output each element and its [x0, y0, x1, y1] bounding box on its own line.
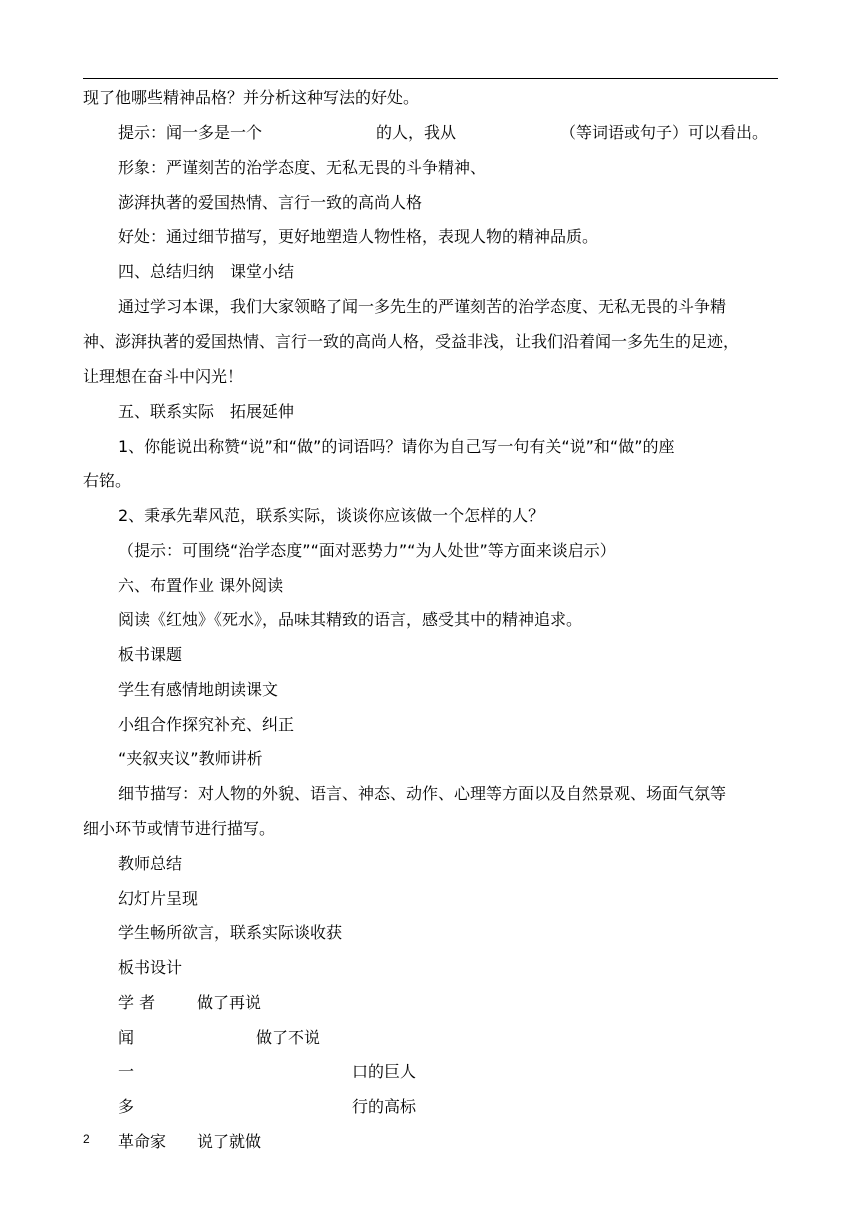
step-teacher-summary: 教师总结 [118, 854, 183, 873]
step-board-title: 板书课题 [118, 645, 183, 664]
question-1-line1: 1、你能说出称赞“说”和“做”的词语吗？请你为自己写一句有关“说”和“做”的座 [118, 437, 675, 456]
board-revolutionary-motto: 说了就做 [197, 1132, 262, 1151]
board-scholar-practice: 做了不说 [256, 1028, 321, 1047]
step-slides: 幻灯片呈现 [118, 889, 199, 908]
page-number: 2 [83, 1132, 90, 1146]
paragraph-summary-line2: 神、澎湃执著的爱国热情、言行一致的高尚人格，受益非浅，让我们沿着闻一多先生的足迹， [83, 332, 740, 351]
header-rule [83, 78, 778, 79]
question-2: 2、秉承先辈风范，联系实际，谈谈你应该做一个怎样的人？ [118, 506, 545, 525]
board-label-scholar: 学 者 [118, 993, 156, 1012]
step-students-share: 学生畅所欲言，联系实际谈收获 [118, 923, 343, 942]
step-group-work: 小组合作探究补充、纠正 [118, 715, 295, 734]
board-name-char-yi: 一 [118, 1062, 135, 1081]
text-line-image-2: 澎湃执著的爱国热情、言行一致的高尚人格 [118, 193, 423, 212]
homework-text: 阅读《红烛》《死水》，品味其精致的语言，感受其中的精神追求。 [118, 610, 583, 629]
hint-line-part1: 提示：闻一多是一个 [118, 123, 263, 142]
board-giant-of-words: 口的巨人 [352, 1062, 417, 1081]
step-teacher-explain: “夹叙夹议”教师讲析 [118, 749, 263, 768]
section-heading-summary: 四、总结归纳 课堂小结 [118, 262, 295, 281]
hint-line-part2: 的人，我从 [376, 123, 457, 142]
step-read-aloud: 学生有感情地朗读课文 [118, 680, 279, 699]
board-model-of-deeds: 行的高标 [352, 1097, 417, 1116]
text-line-question-cont: 现了他哪些精神品格？并分析这种写法的好处。 [83, 88, 420, 107]
paragraph-summary-line3: 让理想在奋斗中闪光！ [83, 367, 244, 386]
text-line-benefit: 好处：通过细节描写，更好地塑造人物性格，表现人物的精神品质。 [118, 227, 599, 246]
hint-line-part3: （等词语或句子）可以看出。 [560, 123, 769, 142]
board-scholar-motto: 做了再说 [197, 993, 262, 1012]
text-line-image-1: 形象：严谨刻苦的治学态度、无私无畏的斗争精神、 [118, 158, 487, 177]
question-1-line2: 右铭。 [83, 471, 132, 490]
detail-description-line1: 细节描写：对人物的外貌、语言、神态、动作、心理等方面以及自然景观、场面气氛等 [118, 784, 727, 803]
board-design-heading: 板书设计 [118, 958, 183, 977]
board-name-char-duo: 多 [118, 1097, 135, 1116]
detail-description-line2: 细小环节或情节进行描写。 [83, 819, 276, 838]
question-2-hint: （提示：可围绕“治学态度”“面对恶势力”“为人处世”等方面来谈启示） [118, 541, 616, 560]
board-name-char-wen: 闻 [118, 1028, 135, 1047]
board-label-revolutionary: 革命家 [118, 1132, 167, 1151]
section-heading-homework: 六、布置作业 课外阅读 [118, 576, 284, 595]
section-heading-extension: 五、联系实际 拓展延伸 [118, 402, 295, 421]
paragraph-summary-line1: 通过学习本课，我们大家领略了闻一多先生的严谨刻苦的治学态度、无私无畏的斗争精 [118, 297, 727, 316]
